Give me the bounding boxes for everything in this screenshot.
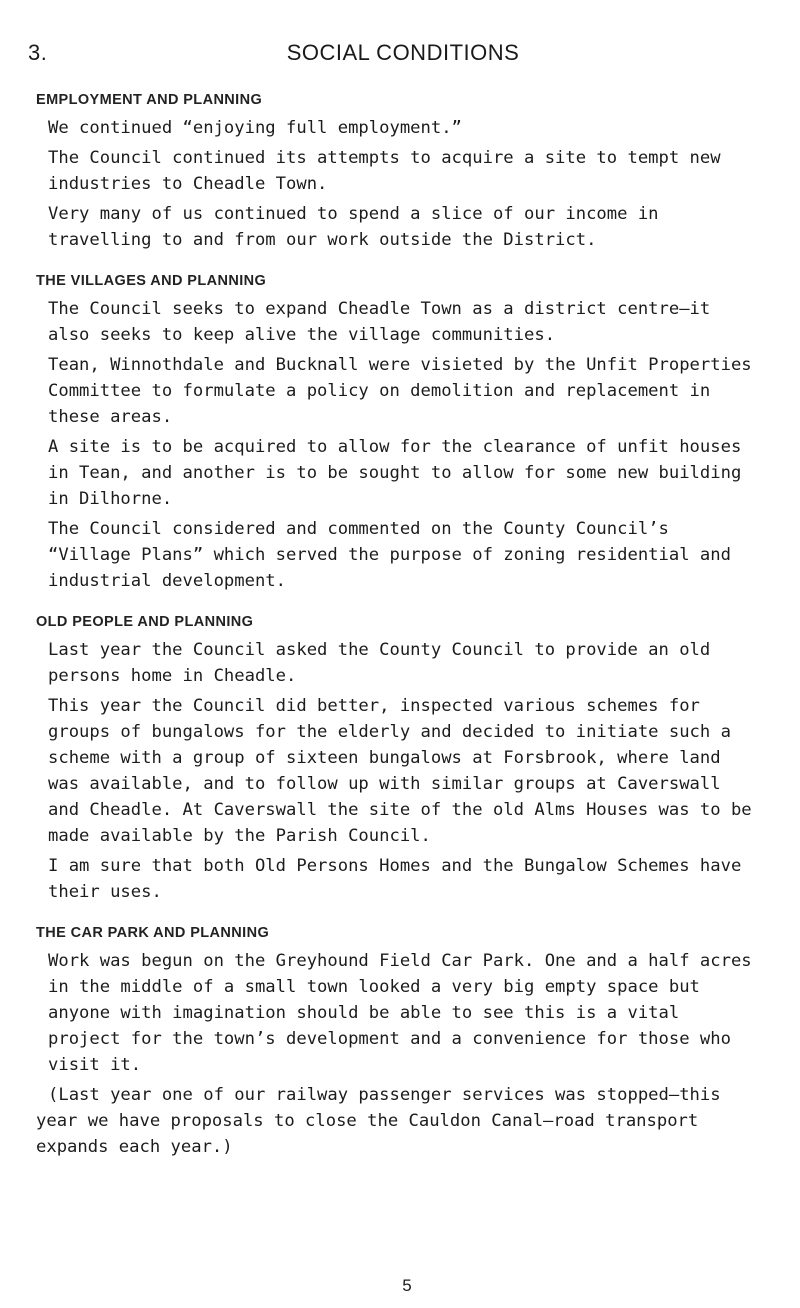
page-body: [36, 92, 754, 1164]
section-car-park: [36, 925, 754, 1160]
paragraph: A site is to be acquired to allow for the clearance of unfit houses in Tean, and another is to be sought to allow for some new building in Dilhorne.: [48, 437, 742, 509]
paragraph: Tean, Winnothdale and Bucknall were visieted by the Unfit Properties Committee to formulate a policy on demolition and replacement in these areas.: [48, 355, 752, 427]
page-header: [28, 40, 772, 70]
paragraph: This year the Council did better, inspected various schemes for groups of bungalows for the elderly and decided to initiate such a scheme with a group of sixteen bungalows at Forsbrook, where land was available, and to follow up with similar groups at Caverswall and Cheadle. At Caverswall the site of the old Alms Houses was to be made available by the Parish Council.: [48, 696, 752, 846]
paragraph: I am sure that both Old Persons Homes and the Bungalow Schemes have their uses.: [48, 856, 742, 902]
paragraph: Work was begun on the Greyhound Field Car Park. One and a half acres in the middle of a small town looked a very big empty space but anyone with imagination should be able to see this is a vital project for the town’s development and a convenience for those who visit it.: [48, 951, 752, 1075]
paragraph: The Council seeks to expand Cheadle Town as a district centre—it also seeks to keep alive the village communities.: [48, 299, 711, 345]
section-old-people: [36, 614, 754, 905]
paragraph: The Council considered and commented on the County Council’s “Village Plans” which served the purpose of zoning residential and industrial development.: [48, 519, 731, 591]
section-heading: THE VILLAGES AND PLANNING: [36, 273, 267, 289]
section-heading: OLD PEOPLE AND PLANNING: [36, 614, 254, 630]
section-heading: THE CAR PARK AND PLANNING: [36, 925, 270, 941]
page-number: 5: [402, 1276, 412, 1295]
section-heading: EMPLOYMENT AND PLANNING: [36, 92, 263, 108]
paragraph: Last year the Council asked the County Council to provide an old persons home in Cheadle.: [48, 640, 711, 686]
chapter-number: 3.: [28, 40, 48, 65]
section-employment: [36, 92, 754, 253]
page-title: SOCIAL CONDITIONS: [286, 40, 520, 65]
paragraph: Very many of us continued to spend a slice of our income in travelling to and from our work outside the District.: [48, 204, 659, 250]
paragraph: The Council continued its attempts to acquire a site to tempt new industries to Cheadle Town.: [48, 148, 721, 194]
paragraph: We continued “enjoying full employment.”: [48, 118, 462, 138]
paragraph: (Last year one of our railway passenger services was stopped—this year we have proposals to close the Cauldon Canal—road transport expands each year.): [36, 1085, 721, 1157]
section-villages: [36, 273, 754, 594]
